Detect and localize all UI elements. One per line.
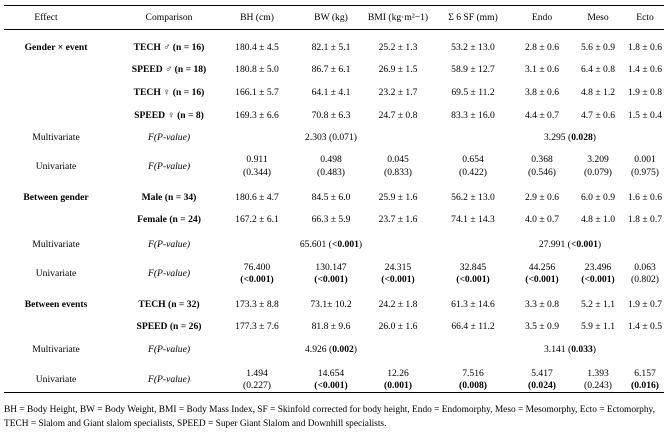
table-cell: 3.3 ± 0.8 [524, 299, 560, 310]
table-cell: 169.3 ± 6.6 [235, 110, 279, 121]
table-cell: 53.2 ± 13.0 [451, 42, 495, 53]
p-value: (0.422) [459, 167, 487, 178]
p-value: (0.079) [584, 167, 612, 178]
f-value: 32.845 [459, 262, 487, 273]
p-value: (0.546) [528, 167, 556, 178]
table-cell: 2.9 ± 0.6 [524, 192, 560, 203]
table-rule [4, 5, 664, 6]
f-value: 12.26 [387, 368, 409, 379]
table-cell: 180.8 ± 5.0 [235, 64, 279, 75]
table-cell: 167.2 ± 6.1 [235, 214, 279, 225]
table-cell: 1.8 ± 0.6 [627, 42, 663, 53]
row-label: Univariate [35, 374, 77, 385]
table-cell: 1.8 ± 0.7 [627, 214, 663, 225]
table-cell: 5.2 ± 1.1 [580, 299, 616, 310]
group-label: TECH ♂ (n = 16) [133, 42, 205, 53]
table-cell: 2.8 ± 0.6 [524, 42, 560, 53]
f-value: 23.496 [584, 262, 612, 273]
column-header: BH (cm) [240, 12, 274, 23]
row-label: Multivariate [32, 132, 80, 143]
table-cell: 24.2 ± 1.8 [378, 299, 418, 310]
group-label: TECH ♀ (n = 16) [133, 87, 205, 98]
table-cell: 58.9 ± 12.7 [451, 64, 495, 75]
table-cell: 74.1 ± 14.3 [451, 214, 495, 225]
p-value: (<0.001) [525, 274, 559, 285]
f-value: 1.393 [587, 368, 609, 379]
table-cell: 70.8 ± 6.3 [311, 110, 351, 121]
table-cell: 4.4 ± 0.7 [524, 110, 560, 121]
f-value: 76.400 [243, 262, 271, 273]
p-value: (0.483) [317, 167, 345, 178]
group-label: TECH (n = 32) [138, 299, 200, 310]
table-cell: 173.3 ± 8.8 [235, 299, 279, 310]
table-cell: 73.1± 10.2 [310, 299, 352, 310]
f-value: 14.654 [317, 368, 345, 379]
multivariate-value: 3.295 (0.028) [544, 132, 596, 143]
f-value: 5.417 [531, 368, 553, 379]
group-label: Male (n = 34) [141, 192, 197, 203]
table-cell: 5.6 ± 0.9 [580, 42, 616, 53]
table-cell: 1.9 ± 0.8 [627, 87, 663, 98]
stat-label: F(P-value) [147, 344, 191, 355]
table-cell: 64.1 ± 4.1 [311, 87, 351, 98]
stat-label: F(P-value) [147, 374, 191, 385]
p-value: 0.002 [332, 344, 354, 355]
row-label: Multivariate [32, 239, 80, 250]
f-value: 7.516 [462, 368, 484, 379]
table-cell: 1.6 ± 0.6 [627, 192, 663, 203]
f-value: 0.911 [246, 154, 268, 165]
table-cell: 82.1 ± 5.1 [311, 42, 351, 53]
p-value: (<0.001) [381, 274, 415, 285]
table-cell: 84.5 ± 6.0 [311, 192, 351, 203]
p-value: (0.802) [631, 274, 659, 285]
p-value: (0.344) [243, 167, 271, 178]
table-cell: 1.9 ± 0.7 [627, 299, 663, 310]
f-value: 0.654 [462, 154, 484, 165]
f-value: 0.001 [634, 154, 656, 165]
p-value: (0.243) [584, 380, 612, 391]
table-footnote: BH = Body Height, BW = Body Weight, BMI = Body Mass Index, SF = Skinfold corrected for body height, Endo = Endomorphy, Meso = Mesomorphy, Ecto = Ectomorphy, TECH = Slalom and Giant slalom specialists, SPEED = Super Giant Slalom and Downhill specialists. [4, 405, 655, 429]
table-cell: 25.2 ± 1.3 [378, 42, 418, 53]
row-label: Multivariate [32, 344, 80, 355]
row-label: Univariate [35, 268, 77, 279]
table-cell: 81.8 ± 9.6 [311, 321, 351, 332]
table-cell: 26.9 ± 1.5 [378, 64, 418, 75]
table-cell: 4.8 ± 1.2 [580, 87, 616, 98]
f-value: 1.494 [246, 368, 268, 379]
table-cell: 23.2 ± 1.7 [378, 87, 418, 98]
p-value: (0.227) [243, 380, 271, 391]
column-header: Effect [34, 12, 58, 23]
row-label: Univariate [35, 160, 77, 172]
table-cell: 56.2 ± 13.0 [451, 192, 495, 203]
column-header: Meso [587, 12, 609, 23]
table-cell: 1.4 ± 0.5 [627, 321, 663, 332]
multivariate-value: 3.141 (0.033) [544, 344, 596, 355]
f-value: 0.045 [387, 154, 409, 165]
table-cell: 180.6 ± 4.7 [235, 192, 279, 203]
p-value: (0.024) [528, 380, 556, 391]
column-header: BMI (kg·m²−1) [367, 12, 429, 23]
table-cell: 66.4 ± 11.2 [451, 321, 495, 332]
p-value: (0.016) [631, 380, 659, 391]
table-cell: 1.4 ± 0.6 [627, 64, 663, 75]
f-value: 44.256 [528, 262, 556, 273]
group-label: Female (n = 24) [137, 214, 201, 225]
table-cell: 83.3 ± 16.0 [451, 110, 495, 121]
f-value: 6.157 [634, 368, 656, 379]
f-value: 24.315 [384, 262, 412, 273]
table-cell: 26.0 ± 1.6 [378, 321, 418, 332]
p-value: (0.001) [384, 380, 412, 391]
table-cell: 177.3 ± 7.6 [235, 321, 279, 332]
p-value: (<0.001) [314, 380, 348, 391]
table-rule [4, 392, 664, 393]
p-value: (<0.001) [314, 274, 348, 285]
f-value: 130.147 [315, 262, 347, 273]
column-header: Endo [531, 12, 553, 23]
effect-label: Gender × event [24, 42, 88, 53]
table-cell: 66.3 ± 5.9 [311, 214, 351, 225]
table-cell: 5.9 ± 1.1 [580, 321, 616, 332]
group-label: SPEED ♀ (n = 8) [134, 110, 204, 121]
column-header: BW (kg) [314, 12, 348, 23]
table-cell: 3.1 ± 0.6 [524, 64, 560, 75]
table-cell: 24.7 ± 0.8 [378, 110, 418, 121]
f-value: 0.063 [634, 262, 656, 273]
stat-label: F(P-value) [147, 268, 191, 279]
p-value: 0.028 [571, 132, 593, 143]
table-cell: 4.0 ± 0.7 [524, 214, 560, 225]
group-label: SPEED (n = 26) [136, 321, 202, 332]
f-value: 0.498 [320, 154, 342, 165]
table-cell: 3.5 ± 0.9 [524, 321, 560, 332]
stat-label: F(P-value) [147, 160, 191, 172]
table-cell: 180.4 ± 4.5 [235, 42, 279, 53]
table-cell: 3.8 ± 0.6 [524, 87, 560, 98]
table-cell: 1.5 ± 0.4 [627, 110, 663, 121]
multivariate-value: 27.991 (<0.001) [538, 239, 602, 250]
p-value: 0.033 [571, 344, 593, 355]
f-value: 0.368 [531, 154, 553, 165]
p-value: (0.833) [384, 167, 412, 178]
table-cell: 61.3 ± 14.6 [451, 299, 495, 310]
p-value: <0.001 [570, 239, 598, 250]
column-header: Comparison [145, 12, 193, 23]
stat-label: F(P-value) [147, 132, 191, 143]
column-header: Σ 6 SF (mm) [448, 12, 498, 23]
table-rule [4, 29, 664, 30]
table-cell: 86.7 ± 6.1 [311, 64, 351, 75]
group-label: SPEED ♂ (n = 18) [131, 64, 207, 75]
p-value: (0.008) [459, 380, 487, 391]
f-value: 3.209 [587, 154, 609, 165]
p-value: (<0.001) [240, 274, 274, 285]
stat-label: F(P-value) [147, 239, 191, 250]
effect-label: Between gender [23, 192, 89, 203]
column-header: Ecto [636, 12, 654, 23]
multivariate-value: 4.926 (0.002) [305, 344, 357, 355]
table-cell: 6.0 ± 0.9 [580, 192, 616, 203]
table-cell: 69.5 ± 11.2 [451, 87, 495, 98]
p-value: (<0.001) [456, 274, 490, 285]
multivariate-value: 65.601 (<0.001) [299, 239, 363, 250]
p-value: (<0.001) [581, 274, 615, 285]
table-cell: 6.4 ± 0.8 [580, 64, 616, 75]
table-cell: 4.8 ± 1.0 [580, 214, 616, 225]
table-cell: 25.9 ± 1.6 [378, 192, 418, 203]
table-cell: 166.1 ± 5.7 [235, 87, 279, 98]
effect-label: Between events [24, 299, 88, 310]
multivariate-value: 2.303 (0.071) [305, 132, 357, 143]
table-cell: 4.7 ± 0.6 [580, 110, 616, 121]
p-value: <0.001 [331, 239, 359, 250]
p-value: (0.975) [631, 167, 659, 178]
table-cell: 23.7 ± 1.6 [378, 214, 418, 225]
